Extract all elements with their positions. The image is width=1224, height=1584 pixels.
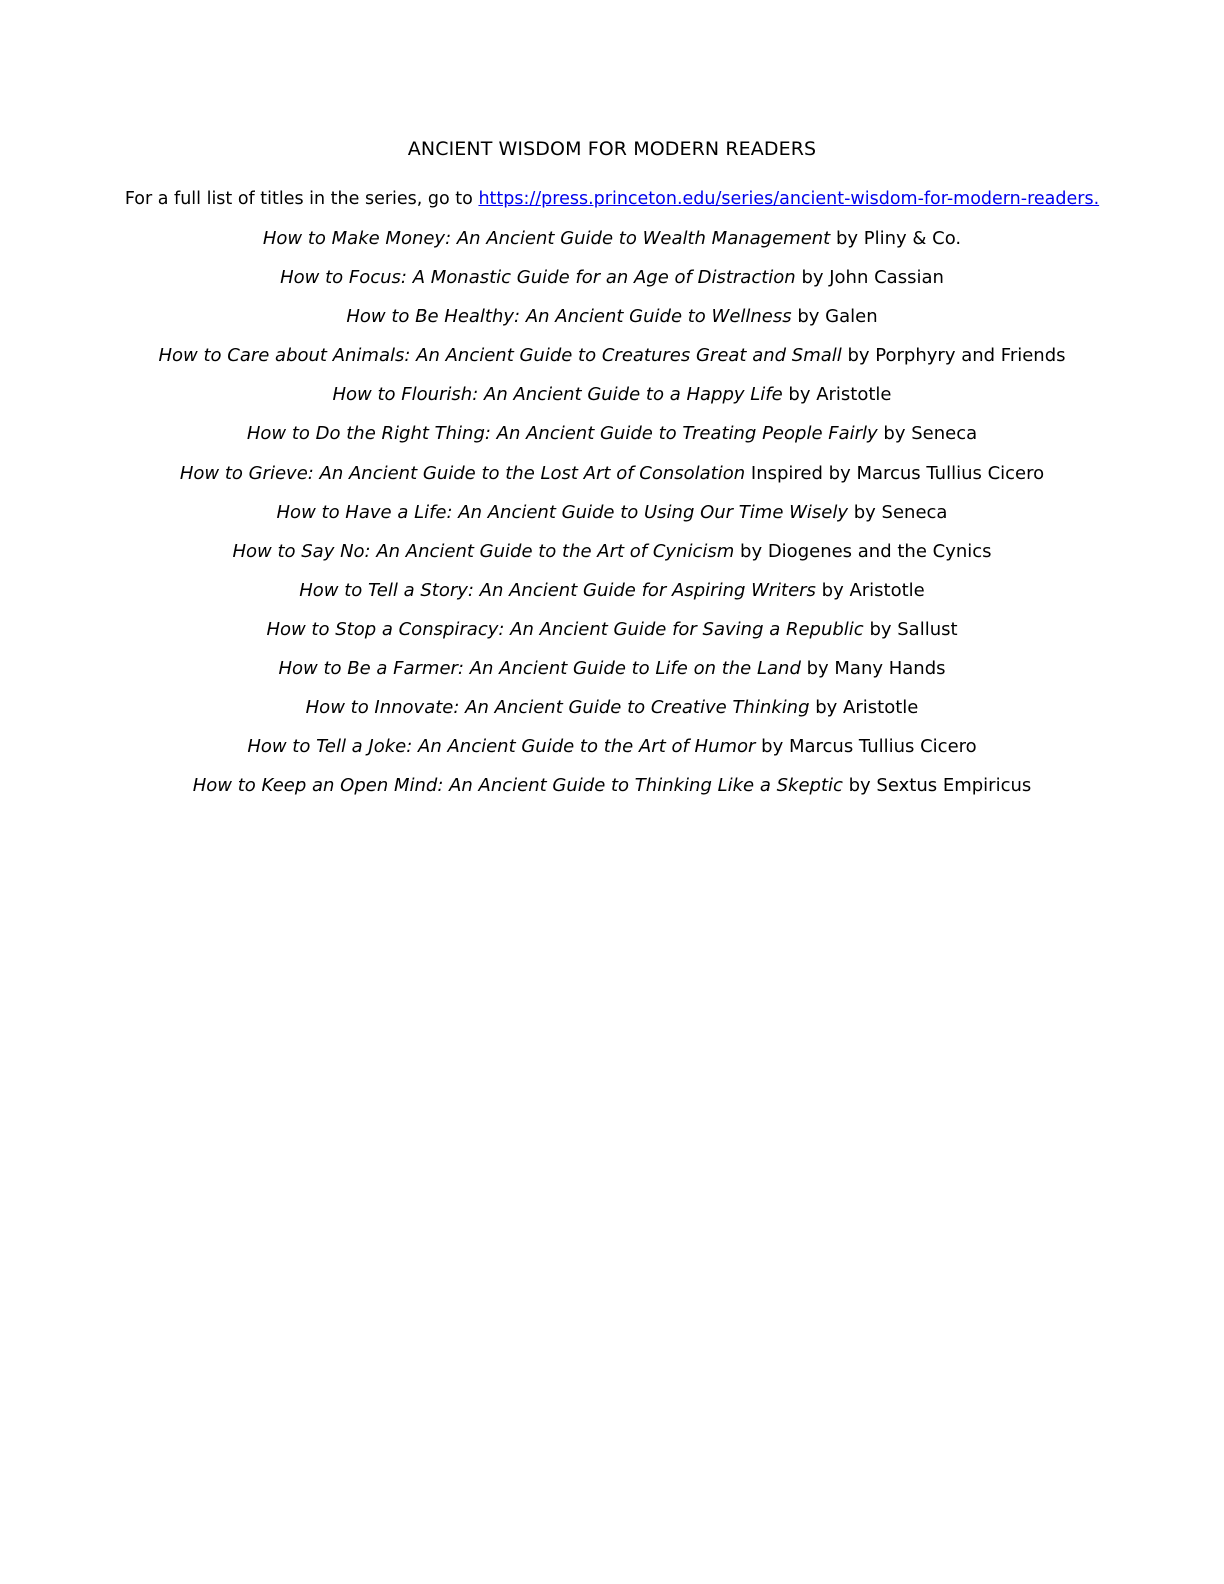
list-item [0,501,1224,540]
book-title: How to Have a Life: An Ancient Guide to Using Our Time Wisely [276,501,849,523]
series-link[interactable]: https://press.princeton.edu/series/ancient-wisdom-for-modern-readers. [478,189,1100,209]
series-heading: ANCIENT WISDOM FOR MODERN READERS [407,138,817,160]
list-item [0,462,1224,501]
list-item [0,227,1224,266]
book-title: How to Innovate: An Ancient Guide to Creative Thinking [305,697,810,719]
book-credit: by Aristotle [809,697,919,719]
book-title: How to Care about Animals: An Ancient Guide to Creatures Great and Small [158,345,842,367]
book-credit: by John Cassian [795,267,944,289]
list-item [0,735,1224,774]
book-title: How to Grieve: An Ancient Guide to the Lost Art of Consolation [179,462,746,484]
list-item [0,344,1224,383]
list-item [0,305,1224,344]
book-credit: by Seneca [877,423,978,445]
book-title: How to Keep an Open Mind: An Ancient Guide to Thinking Like a Skeptic [192,775,843,797]
list-item [0,774,1224,813]
book-credit: by Aristotle [782,384,892,406]
list-item [0,579,1224,618]
list-item [0,696,1224,735]
book-list [0,227,1224,813]
book-title: How to Say No: An Ancient Guide to the Art of Cynicism [232,540,735,562]
book-credit: by Diogenes and the Cynics [734,540,992,562]
book-title: How to Flourish: An Ancient Guide to a Happy Life [332,384,783,406]
book-credit: by Many Hands [800,658,946,680]
intro-text: For a full list of titles in the series, go to [124,189,479,209]
list-item [0,422,1224,461]
list-item [0,540,1224,579]
book-title: How to Stop a Conspiracy: An Ancient Guide for Saving a Republic [266,618,864,640]
book-credit: Inspired by Marcus Tullius Cicero [745,462,1045,484]
book-title: How to Be a Farmer: An Ancient Guide to Life on the Land [278,658,801,680]
book-title: How to Be Healthy: An Ancient Guide to Wellness [346,306,792,328]
book-title: How to Tell a Joke: An Ancient Guide to the Art of Humor [247,736,756,758]
list-item [0,266,1224,305]
book-title: How to Do the Right Thing: An Ancient Guide to Treating People Fairly [246,423,878,445]
book-credit: by Aristotle [815,579,925,601]
book-credit: by Sallust [863,618,958,640]
list-item [0,383,1224,422]
series-intro [0,189,1224,209]
book-credit: by Pliny & Co. [830,228,962,249]
book-credit: by Marcus Tullius Cicero [755,736,977,758]
book-title: How to Tell a Story: An Ancient Guide for Aspiring Writers [299,579,816,601]
book-credit: by Seneca [848,501,948,523]
book-credit: by Porphyry and Friends [841,345,1066,367]
list-item [0,657,1224,696]
book-title: How to Make Money: An Ancient Guide to Wealth Management [262,228,831,249]
list-item [0,618,1224,657]
book-credit: by Sextus Empiricus [842,775,1032,797]
book-credit: by Galen [791,306,878,328]
book-title: How to Focus: A Monastic Guide for an Age of Distraction [280,267,796,289]
